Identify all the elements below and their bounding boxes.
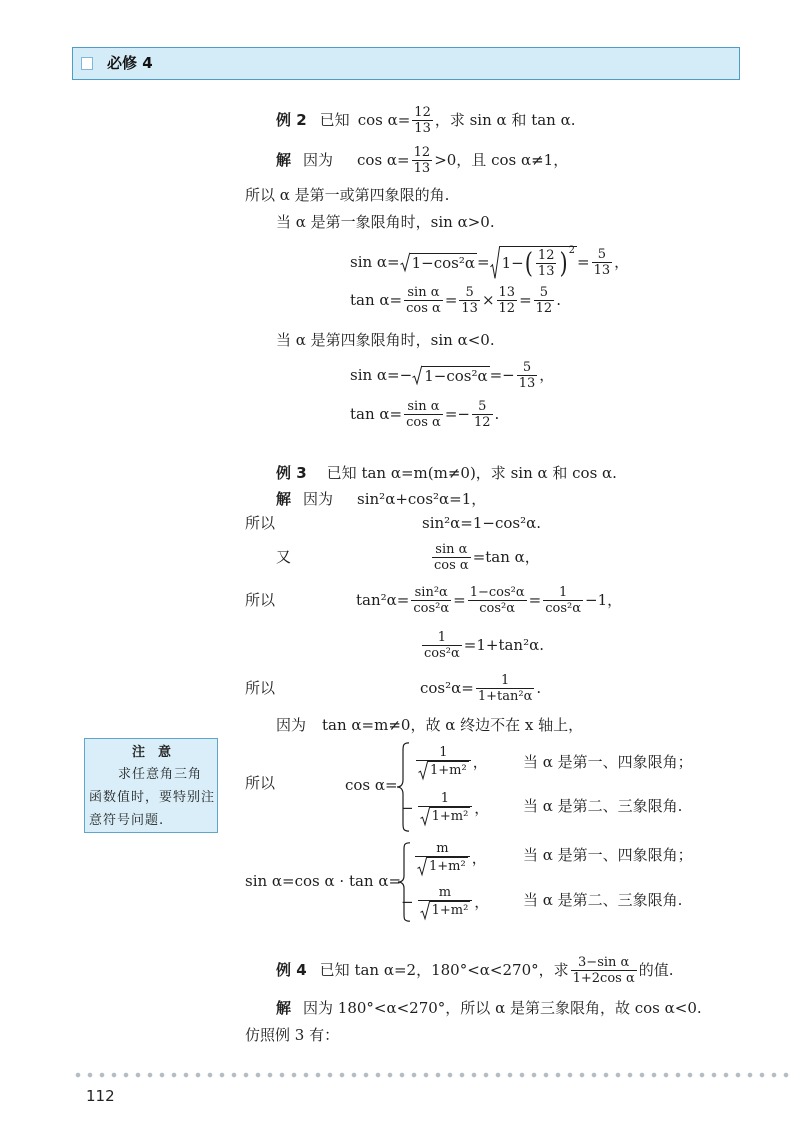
left-brace-icon (396, 742, 410, 832)
text: >0，且 cos α≠1， (434, 151, 569, 169)
text: 所以 (245, 514, 276, 532)
footer-dotted-rule (75, 1072, 795, 1078)
radicand: 1−cos²α (411, 254, 476, 272)
text: 已知 tan α=m(m≠0)，求 sin α 和 cos α. (326, 464, 617, 482)
fraction (412, 145, 433, 176)
text: = (453, 591, 466, 609)
text: sin²α+cos²α=1， (357, 490, 487, 508)
fraction (422, 630, 462, 661)
text: 因为 (276, 716, 307, 734)
square-root (417, 857, 468, 875)
numerator: 1 (558, 584, 568, 600)
numerator: 1−cos²α (469, 584, 525, 600)
fraction (468, 585, 527, 616)
text: ， (614, 253, 630, 271)
text: =1+tan²α. (463, 636, 545, 654)
numerator: sin²α (414, 584, 448, 600)
text: 当 α 是第二、三象限角. (523, 797, 683, 815)
side-note-line: 函数值时，要特别注 (89, 790, 216, 805)
denominator: cos²α (479, 600, 516, 616)
text: cos α= (345, 776, 398, 794)
numerator: 12 (537, 247, 555, 263)
radical-sign-icon (420, 901, 430, 919)
text: = (528, 591, 542, 609)
left-paren: ( (524, 246, 533, 279)
text: = (477, 253, 490, 271)
fraction (404, 399, 443, 430)
text: 又 (276, 548, 292, 566)
radicand: 1+m² (431, 809, 469, 824)
fraction (476, 673, 535, 704)
radical-sign-icon (417, 857, 427, 875)
square-root (418, 761, 469, 779)
numerator: sin α (407, 398, 440, 414)
text: × (481, 291, 495, 309)
fraction (536, 248, 557, 279)
example-label: 例 2 (276, 111, 307, 129)
text: cos²α= (420, 679, 474, 697)
text: ， (539, 366, 555, 384)
numerator: 3−sin α (578, 954, 630, 970)
fraction (411, 585, 451, 616)
text: 当 α 是第二、三象限角. (523, 891, 683, 909)
numerator: 1 (440, 791, 450, 806)
text: 所以 (245, 774, 276, 792)
square-root (412, 366, 489, 384)
text: = (519, 291, 532, 309)
text: −1， (585, 591, 623, 609)
denominator: 1+tan²α (477, 688, 533, 704)
denominator: 13 (537, 263, 555, 279)
numerator: 12 (414, 104, 431, 120)
numerator: 5 (597, 246, 607, 262)
fraction (543, 585, 583, 616)
denominator: 12 (498, 300, 516, 316)
fraction (497, 285, 518, 316)
text: tan α= (350, 291, 403, 309)
text: =− (489, 366, 515, 384)
denominator: cos²α (424, 645, 460, 661)
text: = (577, 253, 590, 271)
numerator: 12 (413, 144, 431, 160)
text: =− (444, 405, 470, 423)
text: 的值. (638, 961, 674, 979)
square-root (420, 901, 471, 919)
denominator: cos²α (413, 600, 450, 616)
numerator: sin α (435, 541, 468, 557)
page-number: 112 (86, 1087, 115, 1105)
radicand: 1+m² (429, 859, 466, 874)
text: ，求 sin α 和 tan α. (434, 111, 576, 129)
text: 当 α 是第一、四象限角； (523, 753, 693, 771)
radicand: 1+m² (430, 763, 467, 778)
text: 已知 tan α=2，180°<α<270°，求 (319, 961, 569, 979)
text: 所以 (245, 591, 276, 609)
radicand: 1+m² (431, 903, 469, 918)
side-note-box (84, 738, 218, 833)
side-note-title: 注 意 (131, 745, 171, 760)
fraction (415, 841, 470, 875)
fraction (459, 285, 480, 316)
numerator: m (438, 885, 452, 900)
header-square-icon (81, 57, 93, 70)
text: 当 α 是第四象限角时，sin α<0. (276, 331, 495, 349)
text: cos α= (357, 111, 411, 129)
text: 因为 180°<α<270°，所以 α 是第三象限角，故 cos α<0. (303, 999, 702, 1017)
text: 1− (501, 254, 524, 272)
radicand: 1−cos²α (424, 367, 488, 385)
right-paren: ) (559, 246, 568, 279)
text: 因为 (303, 151, 334, 169)
text: sin α=cos α · tan α= (245, 872, 402, 890)
text: 当 α 是第一象限角时，sin α>0. (276, 213, 495, 231)
radical-sign-icon (420, 807, 430, 825)
denominator: 13 (413, 160, 431, 176)
denominator: 13 (518, 375, 536, 391)
side-note-line: 求任意角三角 (118, 767, 203, 782)
text: tan²α= (356, 591, 410, 609)
text: tan α=m≠0，故 α 终边不在 x 轴上， (322, 716, 584, 734)
text: . (494, 405, 500, 423)
text: = (444, 291, 458, 309)
denominator: 13 (414, 120, 431, 136)
fraction (432, 542, 471, 573)
text: sin α= (350, 253, 400, 271)
fraction (418, 791, 473, 825)
denominator: 13 (593, 262, 611, 278)
text: − (401, 893, 414, 911)
denominator: 12 (535, 300, 553, 316)
text: . (556, 291, 561, 309)
denominator: cos α (406, 414, 441, 430)
text: =tan α， (472, 548, 540, 566)
numerator: 5 (539, 284, 549, 300)
square-root (420, 807, 471, 825)
fraction (404, 285, 443, 316)
denominator (418, 807, 473, 825)
text: 仿照例 3 有： (245, 1026, 340, 1044)
numerator: 5 (465, 284, 474, 300)
denominator (418, 901, 473, 919)
fraction (416, 745, 471, 779)
fraction (534, 285, 555, 316)
example-label: 例 4 (276, 961, 307, 979)
denominator: cos α (434, 557, 469, 573)
denominator: 13 (461, 300, 478, 316)
text: ， (474, 799, 490, 817)
numerator: 5 (522, 359, 532, 375)
fraction (517, 360, 538, 391)
fraction (592, 247, 613, 278)
fraction (418, 885, 473, 919)
example-label: 例 3 (276, 464, 307, 482)
numerator: 1 (439, 745, 448, 760)
text: ， (472, 753, 488, 771)
denominator: cos²α (545, 600, 581, 616)
side-note-line: 意符号问题. (89, 813, 165, 828)
fraction (472, 399, 493, 430)
text: ， (471, 849, 487, 867)
text: 已知 (319, 111, 350, 129)
fraction (412, 105, 433, 136)
radical-sign-icon (400, 253, 410, 271)
text: 所以 (245, 679, 276, 697)
denominator (415, 857, 470, 875)
superscript: 2 (568, 245, 576, 256)
square-root (490, 246, 577, 279)
text: sin α=− (350, 366, 413, 384)
radical-sign-icon (490, 246, 500, 279)
numerator: 5 (478, 398, 487, 414)
text: sin²α=1−cos²α. (422, 514, 542, 532)
denominator: cos α (406, 300, 441, 316)
numerator: m (436, 841, 449, 856)
square-root (400, 253, 477, 271)
numerator: sin α (407, 284, 440, 300)
text: 所以 α 是第一或第四象限的角. (245, 186, 450, 204)
text: 因为 (303, 490, 334, 508)
solution-label: 解 (276, 999, 292, 1017)
radicand (500, 246, 577, 279)
radical-sign-icon (412, 366, 422, 384)
text: ， (474, 893, 490, 911)
numerator: 13 (498, 284, 516, 300)
chapter-header-bar (72, 47, 740, 80)
numerator: 1 (500, 672, 510, 688)
text: . (536, 679, 542, 697)
numerator: 1 (437, 629, 447, 645)
text: 当 α 是第一、四象限角； (523, 846, 693, 864)
fraction (571, 955, 637, 986)
text: tan α= (350, 405, 403, 423)
denominator (416, 761, 471, 779)
solution-label: 解 (276, 151, 292, 169)
solution-label: 解 (276, 490, 292, 508)
chapter-title: 必修 4 (107, 54, 153, 72)
denominator: 1+2cos α (572, 970, 635, 986)
text: cos α= (357, 151, 410, 169)
radical-sign-icon (418, 761, 428, 779)
denominator: 12 (473, 414, 491, 430)
text: − (401, 799, 414, 817)
